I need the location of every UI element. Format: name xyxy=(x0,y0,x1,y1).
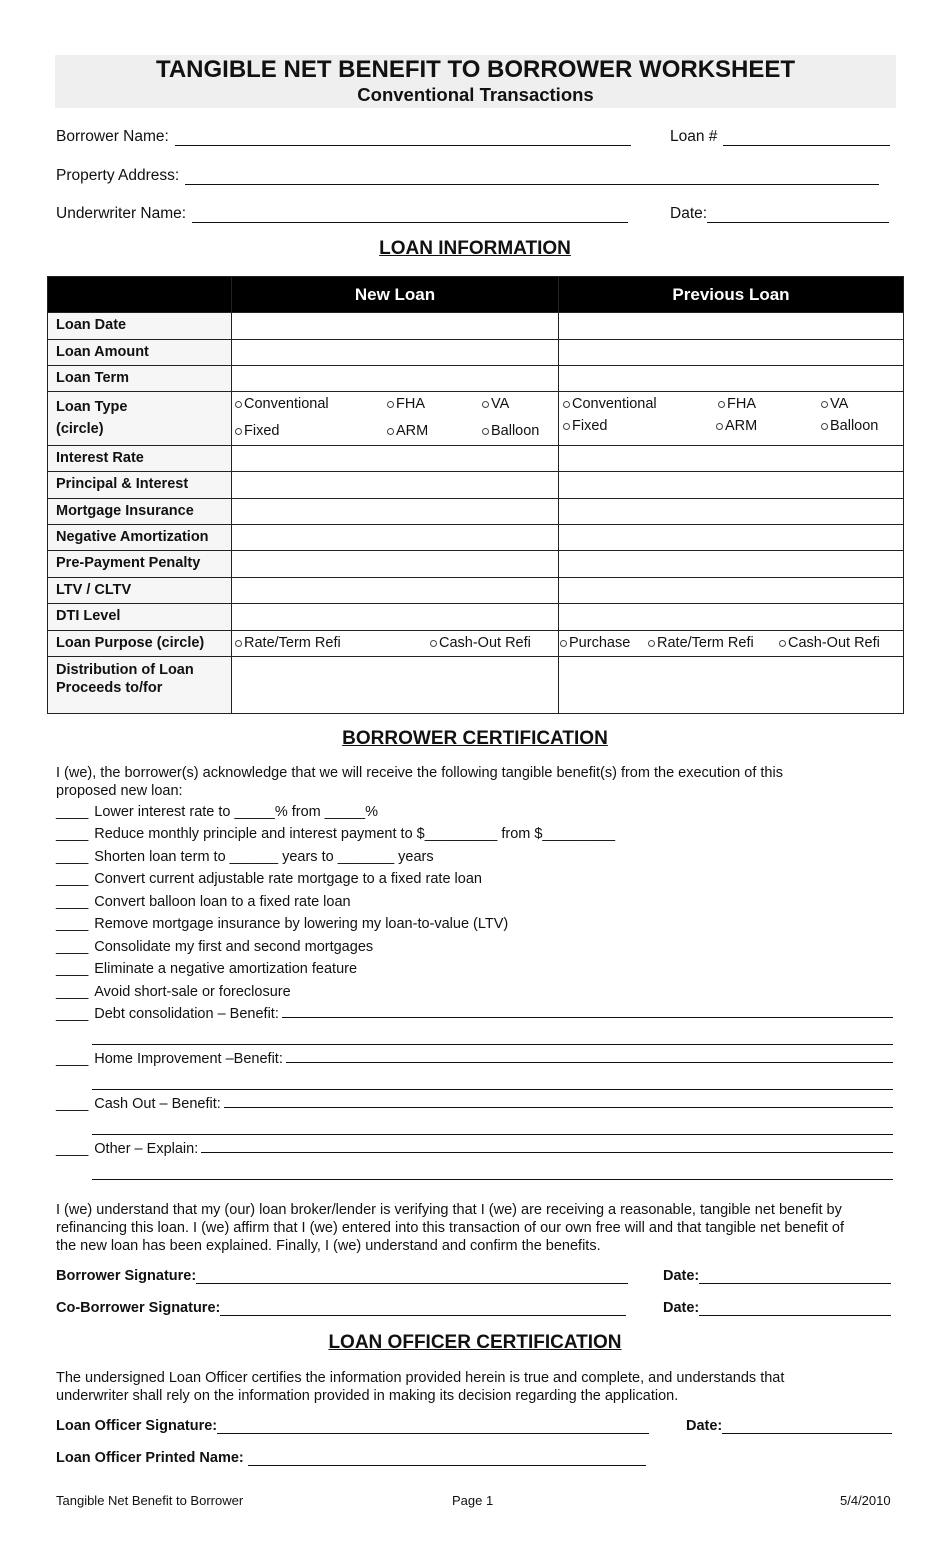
borrower-certification-heading: BORROWER CERTIFICATION xyxy=(342,728,608,749)
checkbox-blank[interactable]: ____ xyxy=(56,1006,89,1022)
coborrower-date-label: Date: xyxy=(663,1300,700,1316)
option-purchase[interactable]: Purchase xyxy=(559,634,630,652)
loan-type-label: Loan Type xyxy=(56,399,128,415)
new-cell[interactable] xyxy=(232,604,559,631)
underwriter-name-field[interactable] xyxy=(56,205,628,223)
borrower-signature-field[interactable] xyxy=(56,1268,628,1284)
lo-cert-statement: The undersigned Loan Officer certifies the information provided herein is true and complete, and understands that underwriter shall rely on the information provided in making its decision regarding the application. xyxy=(56,1370,785,1404)
checkbox-blank[interactable]: ____ xyxy=(56,1051,89,1067)
option-fha[interactable]: FHA xyxy=(717,395,756,413)
benefit-item-label: Convert balloon loan to a fixed rate loan xyxy=(94,894,351,910)
date-label: Date: xyxy=(670,205,708,222)
title-box xyxy=(55,55,896,108)
benefit-item-label: Consolidate my first and second mortgages xyxy=(94,939,374,955)
benefit-item-label: Avoid short-sale or foreclosure xyxy=(94,984,291,1000)
lo-printed-name-field[interactable] xyxy=(56,1450,646,1466)
benefit-item xyxy=(56,936,373,959)
loan-type-hint: (circle) xyxy=(56,421,104,437)
option-va[interactable]: VA xyxy=(481,395,509,413)
property-address-label: Property Address: xyxy=(56,167,180,184)
benefit-item xyxy=(56,1048,893,1071)
benefit-explanation-line-2[interactable] xyxy=(92,1033,893,1045)
benefit-item-label: Other – Explain: xyxy=(94,1141,199,1157)
prev-loan-amount-cell[interactable] xyxy=(559,340,904,366)
option-conventional[interactable]: Conventional xyxy=(234,395,329,413)
prev-cell[interactable] xyxy=(559,551,904,578)
borrower-signature-label: Borrower Signature: xyxy=(56,1268,197,1284)
prev-loan-type-cell xyxy=(559,392,904,446)
date-field[interactable] xyxy=(670,205,889,223)
benefit-item xyxy=(56,1138,893,1161)
new-cell[interactable] xyxy=(232,578,559,604)
checkbox-blank[interactable]: ____ xyxy=(56,984,89,1000)
row-label: Distribution of Loan Proceeds to/for xyxy=(48,657,232,714)
benefit-item xyxy=(56,823,615,846)
prev-cell[interactable] xyxy=(559,472,904,499)
prev-cell[interactable] xyxy=(559,499,904,525)
new-cell[interactable] xyxy=(232,446,559,472)
option-arm[interactable]: ARM xyxy=(386,422,428,440)
benefit-item-label: Home Improvement –Benefit: xyxy=(94,1051,283,1067)
option-fha[interactable]: FHA xyxy=(386,395,425,413)
checkbox-blank[interactable]: ____ xyxy=(56,916,89,932)
new-purpose-cell xyxy=(232,631,559,657)
checkbox-blank[interactable]: ____ xyxy=(56,1141,89,1157)
row-label: Mortgage Insurance xyxy=(48,499,232,525)
new-cell[interactable] xyxy=(232,551,559,578)
option-cash-out-refi[interactable]: Cash-Out Refi xyxy=(778,634,880,652)
col-previous-loan: Previous Loan xyxy=(559,277,904,313)
option-rate-term-refi[interactable]: Rate/Term Refi xyxy=(647,634,754,652)
benefit-item-label: Lower interest rate to _____% from _____% xyxy=(94,804,378,820)
loan-number-field[interactable] xyxy=(670,128,890,146)
prev-cell[interactable] xyxy=(559,604,904,631)
benefit-item xyxy=(56,1093,893,1116)
benefit-item-label: Debt consolidation – Benefit: xyxy=(94,1006,279,1022)
underwriter-name-label: Underwriter Name: xyxy=(56,205,187,222)
lo-printed-name-line[interactable] xyxy=(248,1450,646,1466)
borrower-date-field[interactable] xyxy=(663,1268,891,1284)
prev-purpose-cell xyxy=(559,631,904,657)
row-label: Loan Term xyxy=(48,366,232,392)
footer-title: Tangible Net Benefit to Borrower xyxy=(56,1493,244,1508)
benefit-item xyxy=(56,801,378,824)
benefit-item-label: Reduce monthly principle and interest payment to $_________ from $_________ xyxy=(94,826,616,842)
new-distribution-cell[interactable] xyxy=(232,657,559,714)
benefit-explanation-line[interactable] xyxy=(201,1139,893,1153)
borrower-name-line[interactable] xyxy=(175,130,631,146)
benefit-explanation-line-2[interactable] xyxy=(92,1078,893,1090)
row-label xyxy=(48,392,232,446)
option-balloon[interactable]: Balloon xyxy=(820,417,878,435)
row-label: Pre-Payment Penalty xyxy=(48,551,232,578)
option-va[interactable]: VA xyxy=(820,395,848,413)
benefit-explanation-line[interactable] xyxy=(224,1094,893,1108)
borrower-cert-intro: I (we), the borrower(s) acknowledge that we will receive the following tangible benefit(s) from the execution of this proposed new loan: xyxy=(56,765,783,799)
new-cell[interactable] xyxy=(232,499,559,525)
benefit-explanation-line[interactable] xyxy=(282,1004,893,1018)
borrower-date-line[interactable] xyxy=(699,1268,891,1284)
date-line[interactable] xyxy=(707,207,889,223)
checkbox-blank[interactable]: ____ xyxy=(56,939,89,955)
checkbox-blank[interactable]: ____ xyxy=(56,871,89,887)
benefit-item-label: Remove mortgage insurance by lowering my loan-to-value (LTV) xyxy=(94,916,509,932)
lo-date-label: Date: xyxy=(686,1418,723,1434)
option-arm[interactable]: ARM xyxy=(715,417,757,435)
benefit-item xyxy=(56,891,351,914)
lo-signature-field[interactable] xyxy=(56,1418,649,1434)
checkbox-blank[interactable]: ____ xyxy=(56,804,89,820)
coborrower-date-field[interactable] xyxy=(663,1300,891,1316)
new-cell[interactable] xyxy=(232,472,559,499)
coborrower-signature-field[interactable] xyxy=(56,1300,626,1316)
row-label: LTV / CLTV xyxy=(48,578,232,604)
borrower-signature-line[interactable] xyxy=(196,1268,628,1284)
benefit-item xyxy=(56,868,482,891)
checkbox-blank[interactable]: ____ xyxy=(56,961,89,977)
benefit-item xyxy=(56,958,357,981)
lo-date-field[interactable] xyxy=(686,1418,892,1434)
checkbox-blank[interactable]: ____ xyxy=(56,1096,89,1112)
option-conventional[interactable]: Conventional xyxy=(562,395,657,413)
new-loan-amount-cell[interactable] xyxy=(232,340,559,366)
page-subtitle: Conventional Transactions xyxy=(357,84,594,105)
prev-cell[interactable] xyxy=(559,446,904,472)
page-title: TANGIBLE NET BENEFIT TO BORROWER WORKSHEET xyxy=(155,56,796,83)
row-label: Interest Rate xyxy=(48,446,232,472)
prev-loan-date-cell[interactable] xyxy=(559,313,904,340)
benefit-explanation-line-2[interactable] xyxy=(92,1123,893,1135)
loan-number-line[interactable] xyxy=(723,130,890,146)
borrower-name-label: Borrower Name: xyxy=(56,128,169,145)
loan-officer-certification-heading: LOAN OFFICER CERTIFICATION xyxy=(328,1332,622,1353)
col-new-loan: New Loan xyxy=(232,277,559,313)
option-cash-out-refi[interactable]: Cash-Out Refi xyxy=(429,634,531,652)
coborrower-date-line[interactable] xyxy=(699,1300,891,1316)
lo-printed-name-label: Loan Officer Printed Name: xyxy=(56,1450,244,1466)
benefit-item-label: Eliminate a negative amortization feature xyxy=(94,961,358,977)
underwriter-name-line[interactable] xyxy=(192,207,628,223)
row-label: Loan Amount xyxy=(48,340,232,366)
footer-page: Page 1 xyxy=(452,1493,494,1508)
loan-number-label: Loan # xyxy=(670,128,718,145)
benefit-explanation-line-2[interactable] xyxy=(92,1168,893,1180)
row-label: Negative Amortization xyxy=(48,525,232,551)
option-fixed[interactable]: Fixed xyxy=(234,422,279,440)
benefit-item xyxy=(56,846,434,869)
row-label: Principal & Interest xyxy=(48,472,232,499)
option-balloon[interactable]: Balloon xyxy=(481,422,539,440)
row-label: Loan Date xyxy=(48,313,232,340)
benefit-item-label: Shorten loan term to ______ years to _______ years xyxy=(94,849,434,865)
lo-signature-line[interactable] xyxy=(217,1418,649,1434)
borrower-cert-statement: I (we) understand that my (our) loan broker/lender is verifying that I (we) are receiving a reasonable, tangible net benefit by refinancing this loan. I (we) affirm that I (we) entered into this transaction of our own free will and that tangible net benefit of the new loan has been explained. Finally, I (we) understand and confirm the benefits. xyxy=(56,1202,844,1254)
loan-information-table xyxy=(47,276,904,714)
row-label: DTI Level xyxy=(48,604,232,631)
new-loan-type-cell xyxy=(232,392,559,446)
lo-signature-label: Loan Officer Signature: xyxy=(56,1418,218,1434)
lo-date-line[interactable] xyxy=(722,1418,892,1434)
borrower-date-label: Date: xyxy=(663,1268,700,1284)
checkbox-blank[interactable]: ____ xyxy=(56,894,89,910)
row-label: Loan Purpose (circle) xyxy=(48,631,232,657)
prev-distribution-cell[interactable] xyxy=(559,657,904,714)
property-address-line[interactable] xyxy=(185,169,879,185)
borrower-name-field[interactable] xyxy=(56,128,631,146)
property-address-field[interactable] xyxy=(56,167,879,185)
new-cell[interactable] xyxy=(232,525,559,551)
benefit-item xyxy=(56,981,291,1004)
prev-cell[interactable] xyxy=(559,578,904,604)
benefit-item xyxy=(56,913,508,936)
benefit-item xyxy=(56,1003,893,1026)
footer-date: 5/4/2010 xyxy=(840,1493,891,1508)
new-loan-term-cell[interactable] xyxy=(232,366,559,392)
prev-loan-term-cell[interactable] xyxy=(559,366,904,392)
coborrower-signature-label: Co-Borrower Signature: xyxy=(56,1300,221,1316)
option-fixed[interactable]: Fixed xyxy=(562,417,607,435)
loan-information-heading: LOAN INFORMATION xyxy=(379,238,571,259)
option-rate-term-refi[interactable]: Rate/Term Refi xyxy=(234,634,341,652)
new-loan-date-cell[interactable] xyxy=(232,313,559,340)
checkbox-blank[interactable]: ____ xyxy=(56,849,89,865)
benefit-item-label: Cash Out – Benefit: xyxy=(94,1096,221,1112)
coborrower-signature-line[interactable] xyxy=(220,1300,626,1316)
benefit-explanation-line[interactable] xyxy=(286,1049,893,1063)
prev-cell[interactable] xyxy=(559,525,904,551)
benefit-item-label: Convert current adjustable rate mortgage to a fixed rate loan xyxy=(94,871,482,887)
checkbox-blank[interactable]: ____ xyxy=(56,826,89,842)
